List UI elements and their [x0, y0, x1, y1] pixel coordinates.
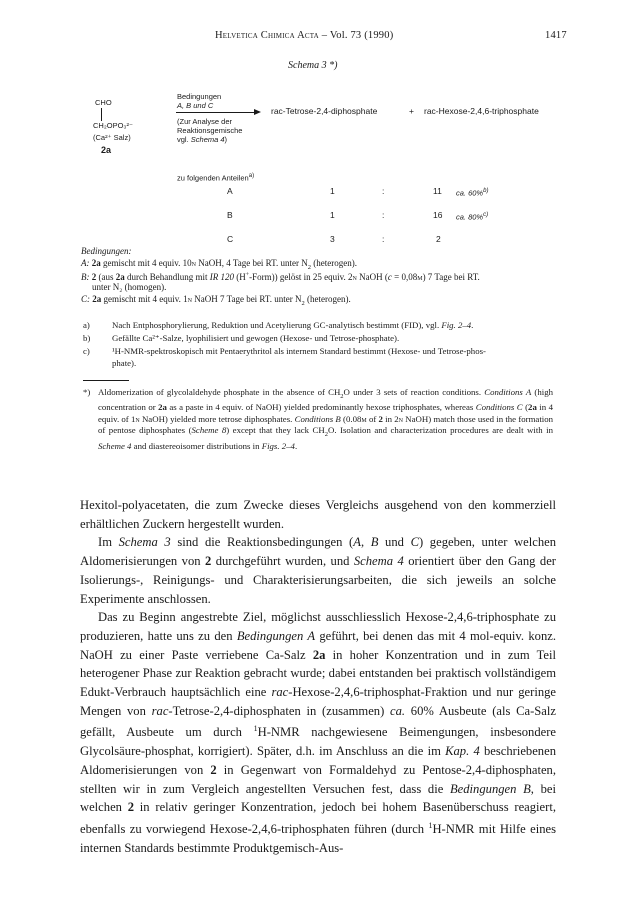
row-c-hexose: 2: [436, 234, 441, 244]
row-c-cond: C: [227, 234, 234, 244]
conditions-over-2: A, B und C: [177, 101, 214, 110]
row-b-tetrose: 1: [330, 210, 335, 220]
conditions-under-2: Reaktionsgemische: [177, 126, 243, 135]
row-c-sep: :: [382, 234, 385, 244]
paragraph-3: Das zu Beginn angestrebte Ziel, möglichst ausschliesslich Hexose-2,4,6-triphosphate zu produzieren, hatte uns zu den Bedingungen A geführt, bei denen das mit 4 mol-equiv. konz. NaOH zu einer Paste verriebene Ca-Salz 2a in hoher Konzentration und in zum Teil heterogener Phase zur Reaktion gebracht wurde; dabei entstanden bei praktisch vollständigem Edukt-Verbrauch hauptsächlich eine rac-Hexose-2,4,6-triphosphat-Fraktion und nur geringe Mengen von rac-Tetrose-2,4-diphosphaten in (zusammen) ca. 60% Ausbeute (als Ca-Salz gefällt, Ausbeute um durch $^1$H-NMR nachgewiesene Beimengungen, insbesondere Glycolsäure-phosphat, korrigiert). Später, d.h. im Anschluss an die im Kap. 4 beschriebenen Aldomerisierungen von 2 in Gegenwart von Formaldehyd zu Pentose-2,4-diphosphaten, stellten wir in zum Vergleich angestellten Versuchen fest, dass die Bedingungen B, bei welchen 2 in relativ geringer Konzentration, jedoch bei hohem Basenüberschuss reagiert, ebenfalls zu vorwiegend Hexose-2,4,6-triphosphaten führen (durch $^1$H-NMR mit Hilfe eines internen Standards bestimmte Produktgemisch-Aus-: [80, 610, 557, 856]
reactant-label: 2a: [101, 145, 112, 155]
footnote-c-text-1: ¹H-NMR-spektroskopisch mit Pentaerythritol als internem Standard bestimmt (Hexose- und Tetrose-phos-: [112, 346, 486, 356]
journal-volume: – Vol. 73 (1990): [318, 30, 394, 41]
footnote-rule: [83, 380, 129, 381]
product-plus: +: [409, 106, 414, 116]
footnote-a-text: Nach Entphosphorylierung, Reduktion und Acetylierung GC-analytisch bestimmt (FID), vgl. Fig. 2–4.: [112, 320, 474, 330]
paragraph-1: Hexitol-polyacetaten, die zum Zwecke dieses Vergleichs ausgehend von den kommerziell erhältlichen Zuckern hergestellt wurden.: [80, 498, 556, 531]
summary-text: Aldomerization of glycolaldehyde phosphate in the absence of $CH_2O$ under 3 sets of reaction conditions. Conditions A (high concentration or 2a as a paste in 4 equiv. of NaOH) yielded predominantly hexose triphosphates, whereas Conditions C (2a in 4 equiv. of 1n NaOH) yielded more tetrose diphosphates. Conditions B (0.08m of 2 in 2n NaOH) match those used in the formation of pentose diphosphates (Scheme 8) except that they lack $CH_2O$. Isolation and characterization procedures are dealt with in Scheme 4 and diastereoisomer distributions in Figs. 2–4.: [98, 387, 554, 451]
reaction-arrow-head: [254, 109, 261, 115]
footnote-c-text-2: phate).: [112, 358, 137, 368]
footnote-c-mark: c): [83, 346, 90, 356]
condition-a: A: 2a gemischt mit 4 equiv. 10n NaOH, 4 Tage bei RT. unter $N_2$ (heterogen).: [81, 258, 357, 271]
running-header: [215, 30, 393, 41]
reactant-ch2opo3: CH₂OPO₃²⁻: [93, 121, 133, 130]
row-a-tetrose: 1: [330, 186, 335, 196]
row-a-yield: ca. 60%$^{b)}$: [456, 188, 489, 198]
row-a-hexose: 11: [433, 186, 442, 196]
reactant-cho: CHO: [95, 98, 112, 107]
reactant-salt: (Ca²⁺ Salz): [93, 133, 131, 142]
product-hexose: rac-Hexose-2,4,6-triphosphate: [424, 106, 539, 116]
paragraph-2: Im Schema 3 sind die Reaktionsbedingungen (A, B und C) gegeben, unter welchen Aldomerisierungen von 2 durchgeführt wurden, und Schema 4 orientiert über den Gang der Isolierungs-, Reinigungs- und Charakterisierungsarbeiten, die sich jeweils an solche Experimente anschlossen.: [80, 535, 557, 606]
row-b-cond: B: [227, 210, 233, 220]
condition-c: C: 2a gemischt mit 4 equiv. 1n NaOH 7 Tage bei RT. unter $N_2$ (heterogen).: [81, 294, 351, 307]
summary-mark: *): [83, 387, 91, 397]
footnote-a-mark: a): [83, 320, 90, 330]
proportions-label: zu folgenden Anteilen$^{a)}$: [177, 173, 255, 183]
footnote-b-mark: b): [83, 333, 91, 343]
row-b-yield: ca. 80%$^{c)}$: [456, 212, 489, 222]
scheme-title: Schema 3 *): [288, 60, 338, 71]
row-a-cond: A: [227, 186, 233, 196]
journal-name: Helvetica Chimica Acta: [215, 30, 319, 41]
product-tetrose: rac-Tetrose-2,4-diphosphate: [271, 106, 378, 116]
body-text: [80, 496, 556, 858]
row-b-sep: :: [382, 210, 385, 220]
row-c-tetrose: 3: [330, 234, 335, 244]
conditions-under-3: vgl. Schema 4): [177, 135, 228, 144]
row-a-sep: :: [382, 186, 385, 196]
reaction-arrow: [176, 112, 256, 113]
condition-b-line1: B: 2 (aus 2a durch Behandlung mit IR 120 (H+-Form)) gelöst in 25 equiv. 2n NaOH (c = 0,08m) 7 Tage bei RT.: [81, 272, 480, 282]
conditions-over-1: Bedingungen: [177, 92, 222, 101]
reactant-bond: [101, 108, 102, 121]
conditions-under-1: (Zur Analyse der: [177, 117, 233, 126]
condition-b-line2: unter N₂ (homogen).: [92, 282, 167, 292]
scheme-summary: [83, 387, 553, 452]
footnote-b-text: Gefällte Ca²⁺-Salze, lyophilisiert und gewogen (Hexose- und Tetrose-phosphate).: [112, 333, 400, 343]
page-number: 1417: [545, 30, 567, 41]
conditions-heading: Bedingungen:: [81, 246, 132, 256]
row-b-hexose: 16: [433, 210, 443, 220]
